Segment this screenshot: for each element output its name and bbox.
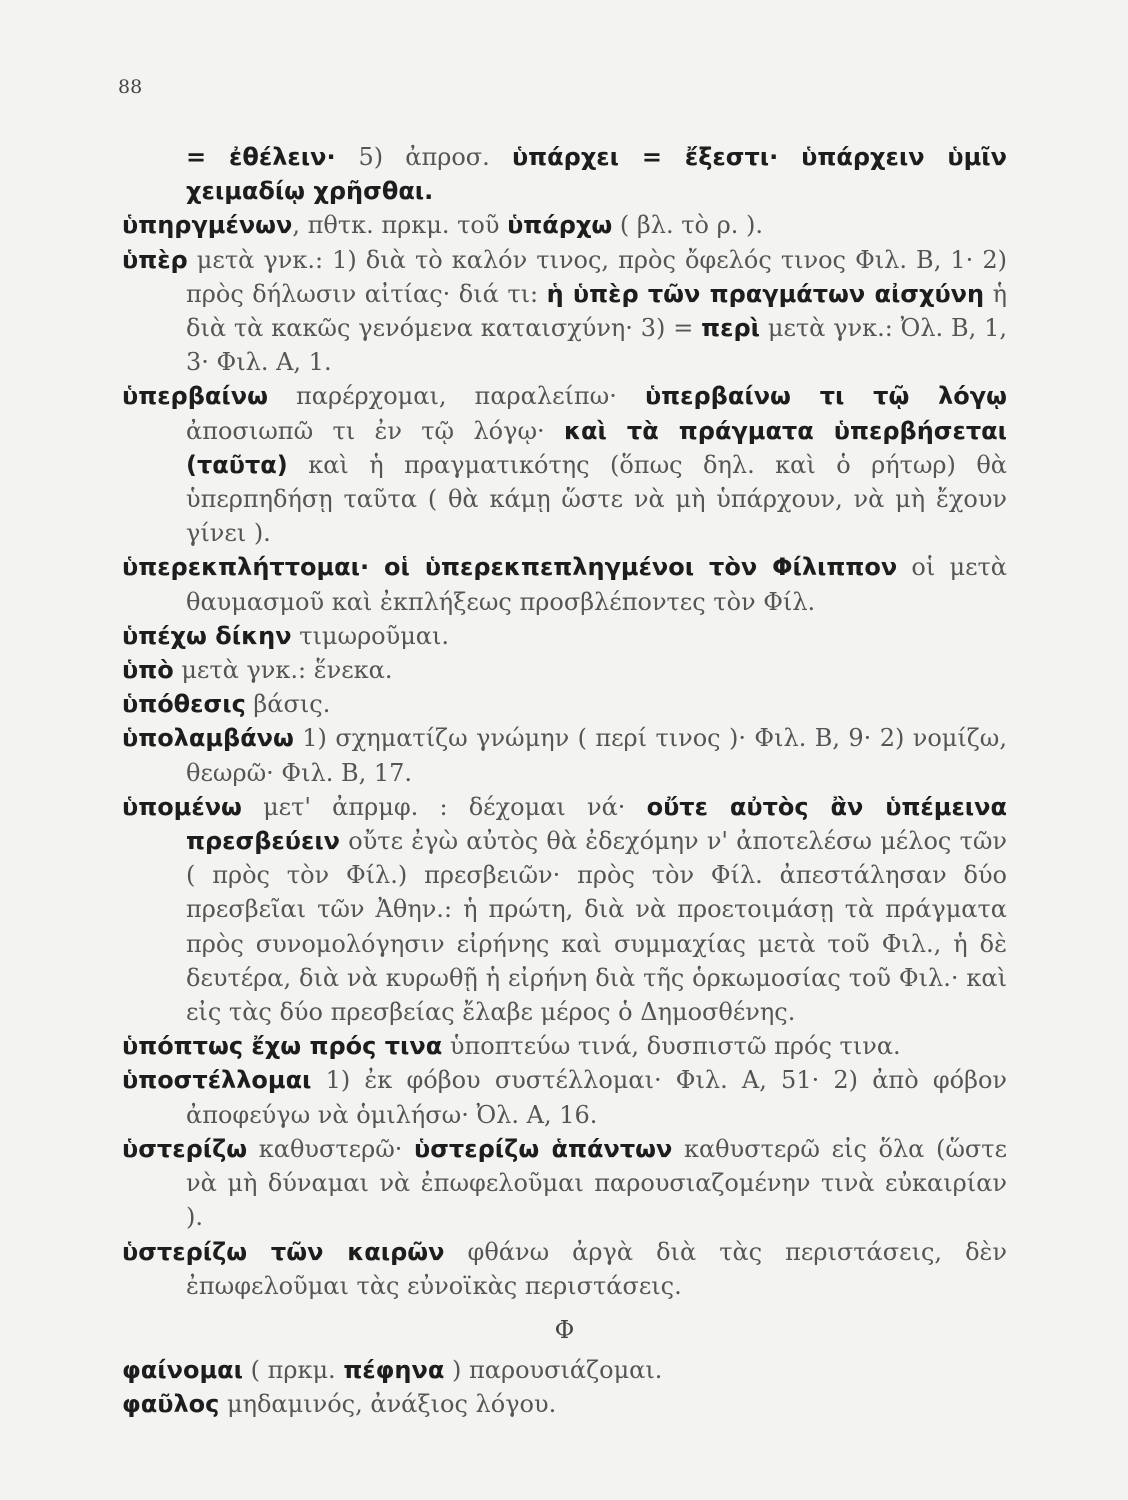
bold-phrase: ὑπάρχω [507, 211, 613, 240]
definition-text: ) παρουσιάζομαι. [444, 1356, 663, 1385]
headword: ὑπόπτως ἔχω πρός τινα [122, 1032, 443, 1061]
definition-text: 1) ἐκ φόβου συστέλλομαι· Φιλ. Α, 51· 2) ἀπὸ φόβον ἀποφεύγω νὰ ὁμιλήσω· Ὀλ. Α, 16. [186, 1066, 1007, 1129]
headword: φαῦλος [122, 1390, 220, 1419]
headword: ὑπηργμένων [122, 211, 293, 240]
definition-text: οἱ μετὰ θαυμασμοῦ καὶ ἐκπλήξεως προσβλέποντες τὸν Φίλ. [186, 553, 1007, 616]
headword: = ἐθέλειν· [186, 143, 359, 171]
entry-faulos [122, 1387, 1007, 1421]
entry-ypo [122, 653, 1007, 687]
definition-text: βάσις. [245, 690, 331, 719]
entries-phi [122, 1353, 1007, 1421]
definition-text: 1) σχηματίζω γνώμην ( περί τινος )· Φιλ. Β, 9· 2) νομίζω, θεωρῶ· Φιλ. Β, 17. [186, 724, 1007, 787]
definition-text: μετὰ γνκ.: ἕνεκα. [173, 656, 393, 685]
definition-text: ὑποπτεύω τινά, δυσπιστῶ πρός τινα. [442, 1032, 901, 1061]
entry-ypomeno [122, 790, 1007, 1029]
entry-ypostellomai [122, 1063, 1007, 1131]
page-number: 88 [118, 76, 143, 98]
definition-text: ἀποσιωπῶ τι ἐν τῷ λόγῳ· [186, 416, 564, 445]
bold-phrase: ὑπερβαίνω τι τῷ λόγῳ [644, 382, 1008, 411]
entry-ypothesis [122, 687, 1007, 721]
definition-text: 5) ἀπροσ. [358, 143, 512, 171]
headword: ὑπὸ [122, 656, 174, 685]
headword: ὑπερεκπλήττομαι· οἱ ὑπερεκπεπληγμένοι τὸν Φίλιππον [122, 553, 898, 582]
headword: ὑπομένω [122, 792, 242, 821]
entry-ypoptos [122, 1029, 1007, 1063]
section-letter: Φ [554, 1315, 575, 1344]
definition-text: μηδαμινός, ἀνάξιος λόγου. [219, 1390, 557, 1419]
definition-text: , πθτκ. πρκμ. τοῦ [292, 211, 508, 240]
headword: ὑπέχω δίκην [122, 621, 292, 650]
headword: ὑστερίζω τῶν καιρῶν [122, 1237, 445, 1266]
definition-text: μετ' ἀπρμφ. : δέχομαι νά· [241, 792, 647, 821]
entry-ypolambano [122, 721, 1007, 789]
headword: ὑστερίζω [122, 1134, 248, 1163]
entry-cont [122, 140, 1007, 208]
definition-text: μετὰ γνκ.: 1) διὰ τὸ καλόν τινος, πρὸς ὄφελός τινος Φιλ. Β, 1· 2) πρὸς δήλωσιν αἰτίας· διά τι: [186, 245, 1007, 308]
entry-yperbaino [122, 379, 1007, 550]
definition-text: παρέρχομαι, παραλείπω· [267, 382, 645, 411]
bold-phrase: περὶ [701, 314, 761, 343]
entry-fainomai [122, 1353, 1007, 1387]
bold-phrase: πέφηνα [343, 1356, 445, 1385]
definition-text: φθάνω ἀργὰ διὰ τὰς περιστάσεις, δὲν ἐπωφελοῦμαι τὰς εὐνοϊκὰς περιστάσεις. [186, 1237, 1008, 1300]
definition-text: τιμωροῦμαι. [291, 621, 450, 650]
definition-text: μετὰ γνκ.: Ὀλ. Β, 1, 3· Φιλ. Α, 1. [186, 314, 1007, 377]
headword: ὑποστέλλομαι [122, 1066, 312, 1095]
entry-yper [122, 243, 1007, 380]
glossary [122, 140, 1007, 1422]
bold-phrase: ὑπάρχει = ἔξεστι· ὑπάρχειν ὑμῖν χειμαδίῳ χρῆσθαι. [186, 143, 1007, 206]
headword: ὑπόθεσις [122, 690, 246, 719]
headword: φαίνομαι [122, 1356, 243, 1385]
entry-ysterizo-kairon [122, 1235, 1007, 1303]
bold-phrase: ὑστερίζω ἁπάντων [414, 1134, 673, 1163]
entry-yperygmenon [122, 208, 1007, 242]
entry-ypecho [122, 619, 1007, 653]
bold-phrase: οὔτε αὐτὸς ἂν ὑπέμεινα πρεσβεύειν [186, 792, 1007, 856]
entries-upsilon [122, 140, 1007, 1303]
definition-text: καθυστερῶ· [247, 1134, 415, 1163]
entry-ysterizo [122, 1132, 1007, 1235]
definition-text: ( βλ. τὸ ρ. ). [612, 211, 763, 240]
headword: ὑπερβαίνω [122, 382, 268, 411]
bold-phrase: καὶ τὰ πράγματα ὑπερβήσεται (ταῦτα) [186, 416, 1007, 479]
bold-phrase: ἡ ὑπὲρ τῶν πραγμάτων αἰσχύνη [546, 279, 985, 308]
definition-text: οὔτε ἐγὼ αὐτὸς θὰ ἐδεχόμην ν' ἀποτελέσω μέλος τῶν ( πρὸς τὸν Φίλ.) πρεσβειῶν· πρὸς τὸν Φίλ. ἀπεστάλησαν δύο πρεσβεῖαι τῶν Ἀθην.: ἡ πρώτη, διὰ νὰ προετοιμάσῃ τὰ πράγματα πρὸς συνομολόγησιν εἰρήνης καὶ συμμαχίας μετὰ τοῦ Φιλ., ἡ δὲ δευτέρα, διὰ νὰ κυρωθῇ ἡ εἰρήνη διὰ τῆς ὁρκωμοσίας τοῦ Φιλ.· καὶ εἰς τὰς δύο πρεσβείας ἔλαβε μέρος ὁ Δημοσθένης. [186, 827, 1007, 1027]
definition-text: καὶ ἡ πραγματικότης (ὅπως δηλ. καὶ ὁ ρήτωρ) θὰ ὑπερπηδήσῃ ταῦτα ( θὰ κάμῃ ὥστε νὰ μὴ ὑπάρχουν, νὰ μὴ ἔχουν γίνει ). [186, 450, 1007, 548]
headword: ὑπολαμβάνω [122, 724, 294, 753]
definition-text: καθυστερῶ εἰς ὅλα (ὥστε νὰ μὴ δύναμαι νὰ ἐπωφελοῦμαι παρουσιαζομένην τινὰ εὐκαιρίαν ). [186, 1134, 1008, 1232]
entry-yperekplittomai [122, 550, 1007, 618]
definition-text: ( πρκμ. [242, 1356, 344, 1385]
definition-text: ἡ διὰ τὰ κακῶς γενόμενα καταισχύνη· 3) = [186, 279, 1007, 343]
headword: ὑπὲρ [122, 245, 188, 274]
